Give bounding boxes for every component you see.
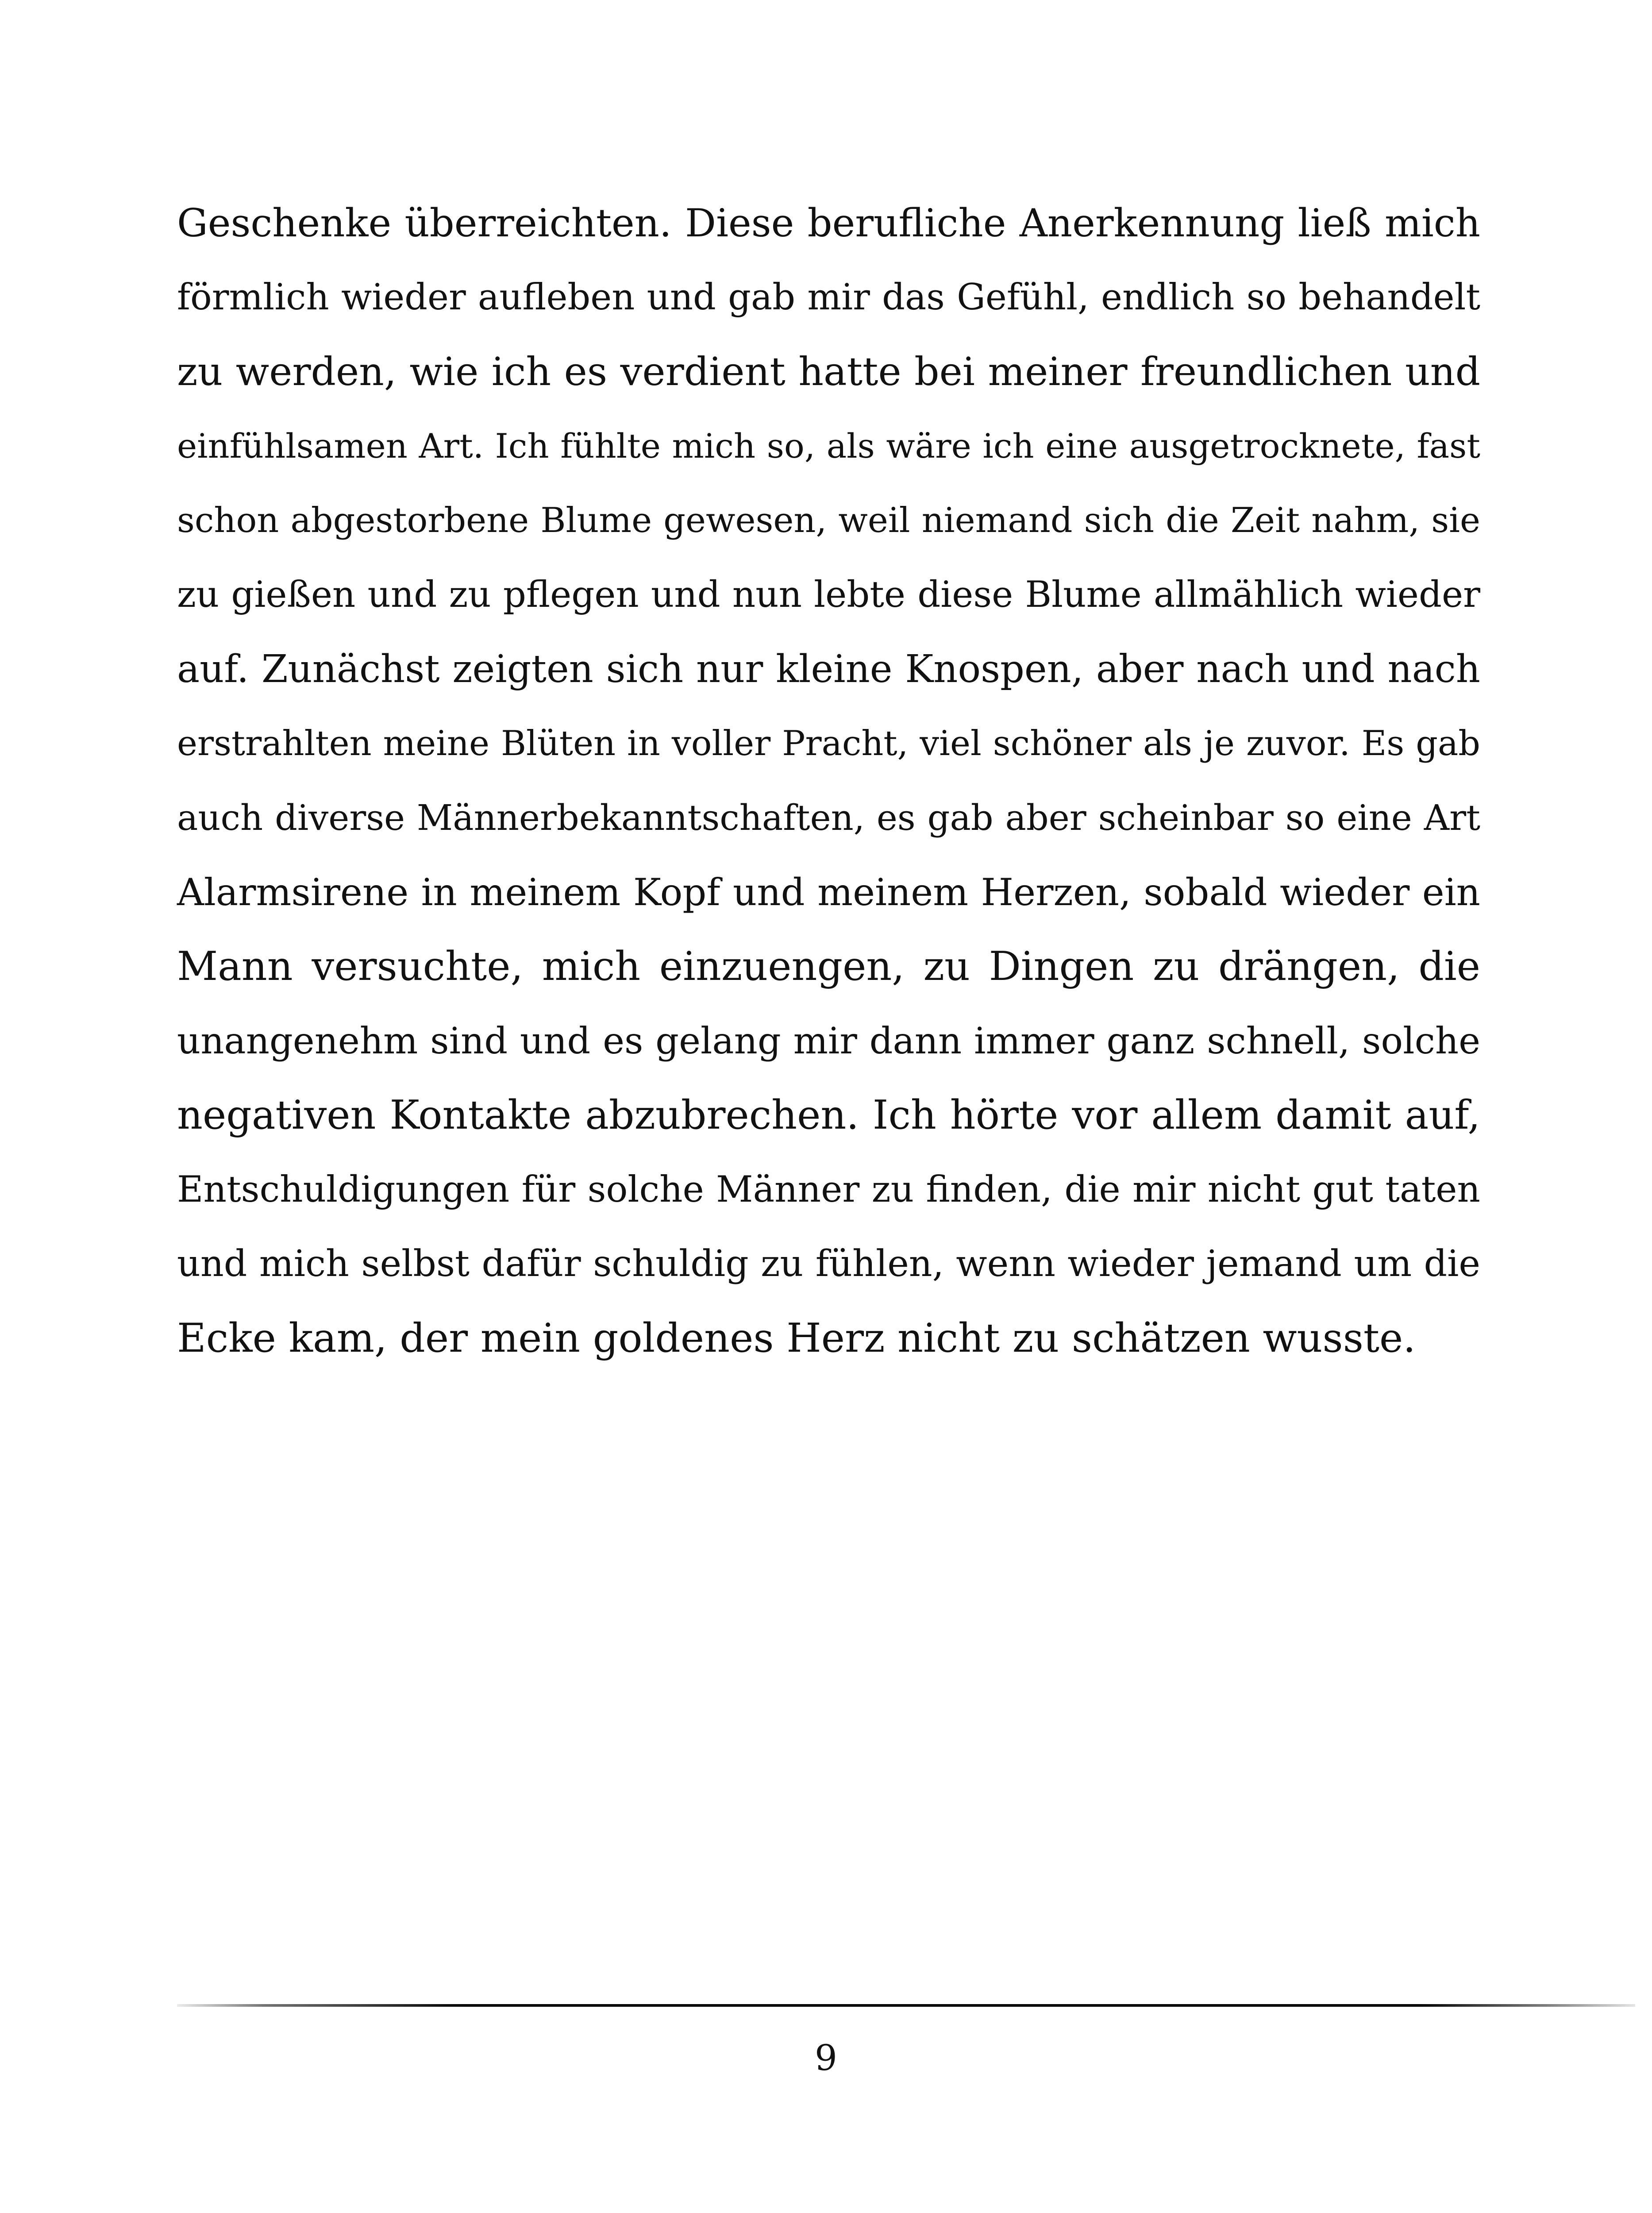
text-line: Ecke kam, der mein goldenes Herz nicht zu schätzen wusste. <box>177 1315 1416 1361</box>
text-line: förmlich wieder aufleben und gab mir das Gefühl, endlich so behandelt <box>177 277 1480 318</box>
text-line: auch diverse Männerbekanntschaften, es gab aber scheinbar so eine Art <box>177 797 1480 838</box>
text-line: einfühlsamen Art. Ich fühlte mich so, als wäre ich eine ausgetrocknete, fast <box>177 426 1480 466</box>
footer-divider <box>177 2004 1635 2007</box>
text-line: Entschuldigungen für solche Männer zu finden, die mir nicht gut taten <box>177 1168 1480 1211</box>
text-line: Alarmsirene in meinem Kopf und meinem Herzen, sobald wieder ein <box>177 871 1480 914</box>
body-paragraph <box>177 186 1480 1376</box>
text-line: zu gießen und zu pflegen und nun lebte diese Blume allmählich wieder <box>177 574 1480 616</box>
page-number: 9 <box>815 2037 837 2078</box>
text-line: zu werden, wie ich es verdient hatte bei meiner freundlichen und <box>177 349 1480 394</box>
text-line: negativen Kontakte abzubrechen. Ich hörte vor allem damit auf, <box>177 1092 1480 1138</box>
text-line: auf. Zunächst zeigten sich nur kleine Knospen, aber nach und nach <box>177 647 1480 691</box>
text-line: schon abgestorbene Blume gewesen, weil niemand sich die Zeit nahm, sie <box>177 501 1480 540</box>
text-line: und mich selbst dafür schuldig zu fühlen, wenn wieder jemand um die <box>177 1243 1480 1285</box>
text-line: erstrahlten meine Blüten in voller Pracht, viel schöner als je zuvor. Es gab <box>177 724 1480 763</box>
text-line: unangenehm sind und es gelang mir dann immer ganz schnell, solche <box>177 1020 1480 1062</box>
text-line: Geschenke überreichten. Diese berufliche Anerkennung ließ mich <box>177 200 1480 246</box>
text-line: Mann versuchte, mich einzuengen, zu Dingen zu drängen, die <box>177 943 1480 990</box>
